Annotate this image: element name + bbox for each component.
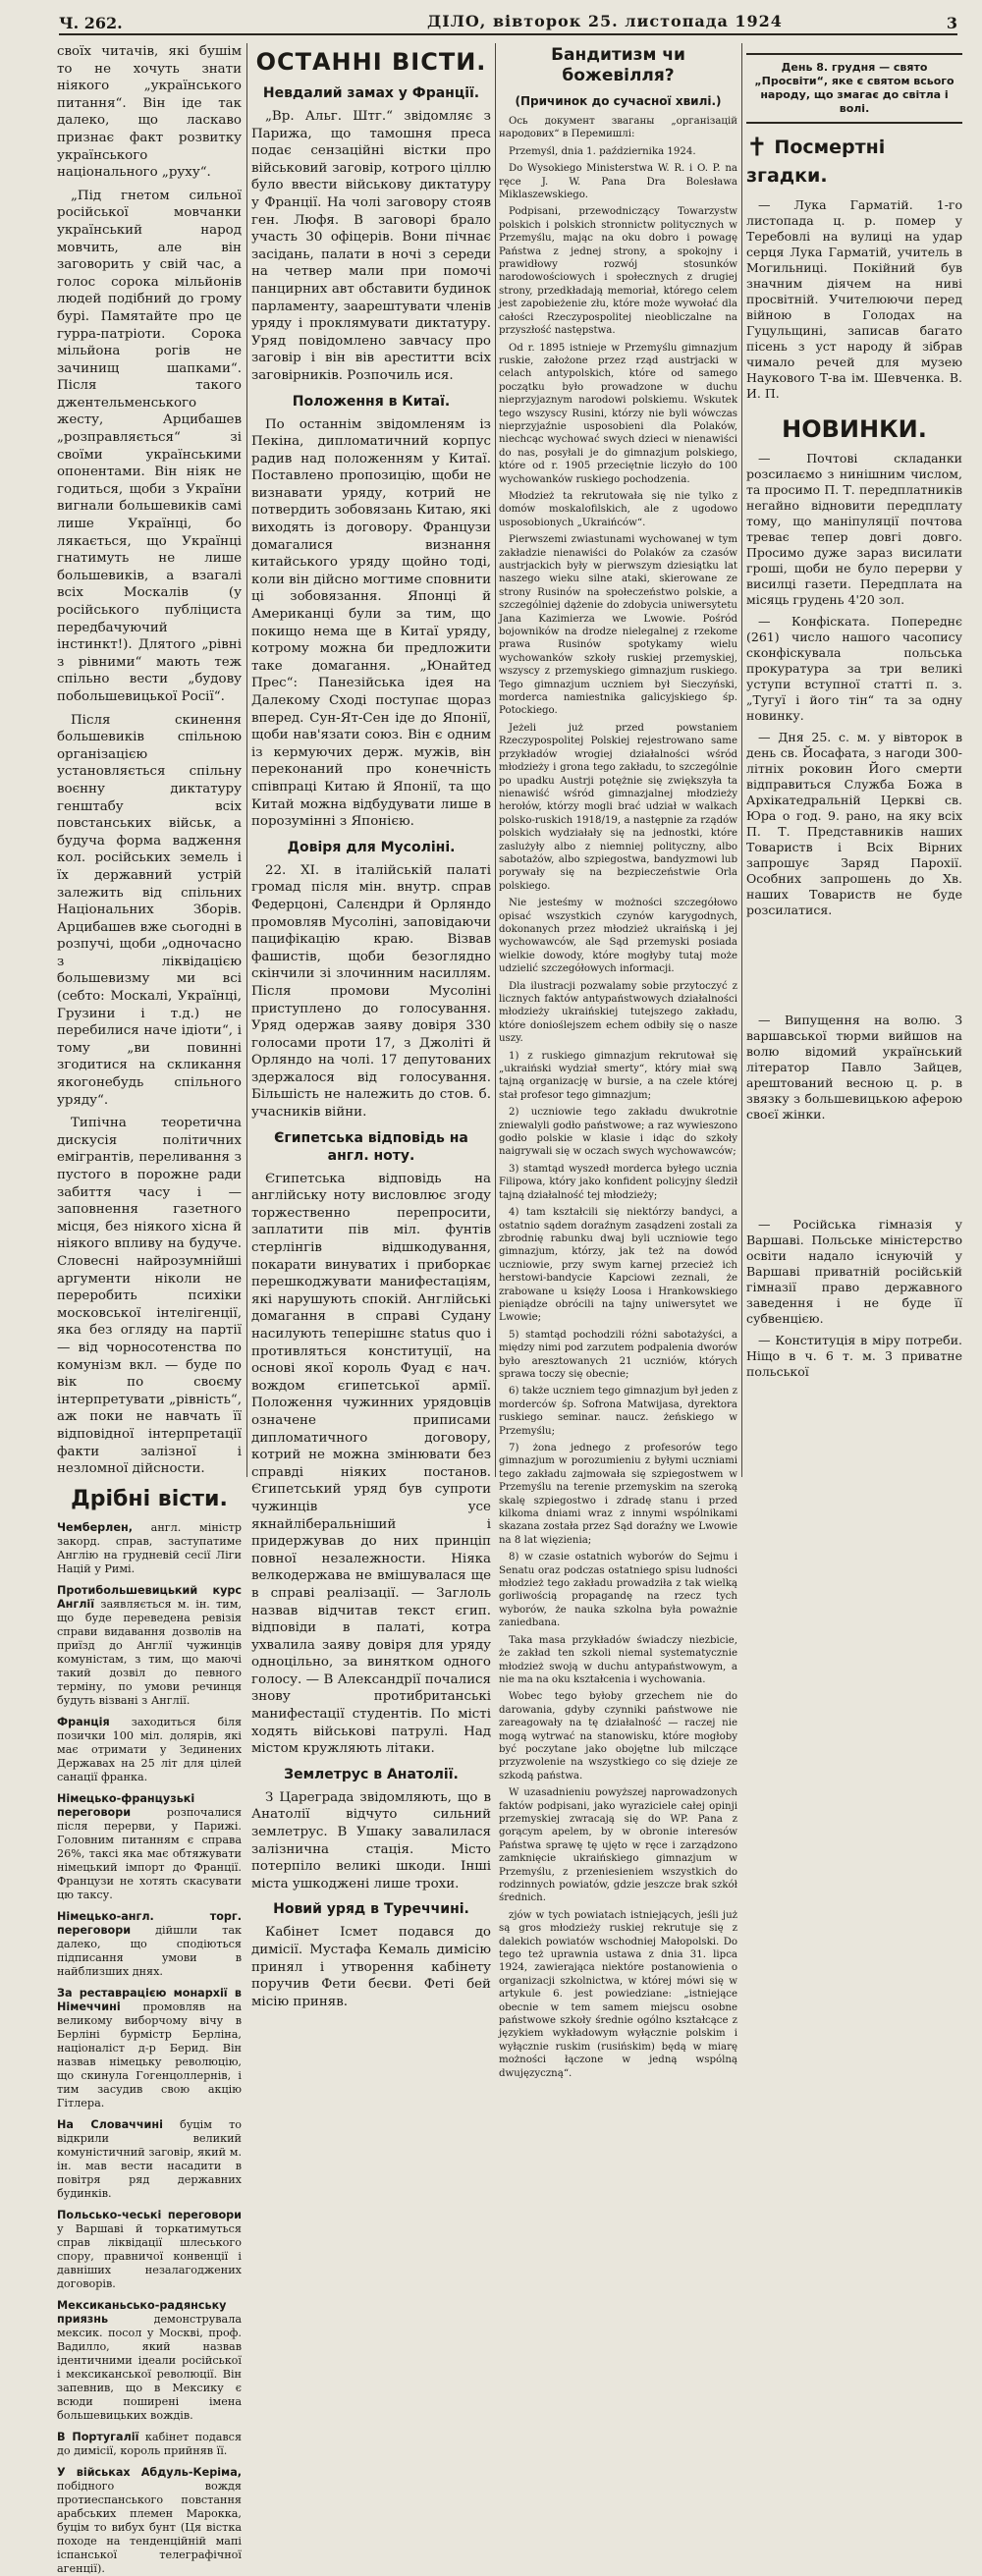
- memorial-paragraph: Wobec tego byłoby grzechem nie do darowania, gdyby czynniki państwowe nie zareagowały na tę działalność — raczej nie mogą wytrwać na stanowisku, które mogłoby być poczytane jako obojętne lub milczące przyzwolenie na wszystkiego co się dzieje ze szkodą państwa.: [499, 1691, 737, 1781]
- memorial-paragraph: Ось документ зваганы „організацій народових“ в Перемишлі:: [499, 116, 737, 140]
- column-rule: [495, 43, 496, 1477]
- editorial-paragraph: Типічна теоретична дискусія політичних емігрантів, переливання з пустого в порожне ради забиття часу і — заповнення газетного місця, без ніякого хісна й ніякого впливу на будуче. Словесні найрозумнійші аргументи ніколи не переробить психіки московської інтелігенції, яка без огляду на партії — від чорносотенства по комунізм вкл. — буде по вік по своєму інтерпретувати „рівність“, аж поки не навчать її відповідної інтерпретації факти залізної і незломної дійсности.: [57, 1116, 242, 1477]
- small-news-item: [57, 2209, 242, 2291]
- articles-list: [251, 84, 491, 2010]
- column-latest-news: [251, 43, 491, 2009]
- small-news-item: [57, 1521, 242, 1576]
- small-news-list: [57, 1521, 242, 2576]
- small-news-text: заявляється м. ін. тим, що буде переведена ревізія справи видавання дозволів на приїзд до Англії чужинців комуністам, з тим, що маючі такий дозвіл до певного терміну, по умови речинця будуть візвані з Англії.: [57, 1597, 242, 1707]
- newspaper-title: ДІЛО, вівторок 25. листопада 1924: [427, 12, 783, 30]
- small-news-text: побідного вождя протиеспанського повстання арабських племен Марокка, буцім то вибух бунт (Ця вістка походе на тенденційній мапі іспанської телеграфічної агенції).: [57, 2479, 242, 2575]
- memorial-paragraph: Jeżeli już przed powstaniem Rzeczypospolitej Polskiej rejestrowano same przykładów wrogiej działalności wśród młodzieży i grona tego zakładu, to szczególnie po upadku Austrji potężnie się zwiększyła ta nienawiść wśród gimnazjalnej młodzieży herołów, którzy mogli brać udział w walkach polsko-ruskich 1918/19, a następnie za rządów polskich wydziałały się na jednostki, które zaslużyły albo z niemniej polityczny, albo sabotażów, albo szpiegostwa, bandyzmowi lub porywały się na bezpieczeństwie Orla polskiego.: [499, 722, 737, 892]
- column-rule: [246, 43, 247, 1477]
- editorial-paragraph: Після скинення большевиків спільною організацією установляється спільну воєнну диктатуру генштабу всіх повстанських військ, а будуча форма вадження кол. російських земель і їх державний устрій залежить від спільних Національних Зборів. Арцибашев вже сьогодні в розпучі, щоби „одночасно з ліквідацією большевизму ми всі (себто: Москалі, Українці, Грузини і т.д.) не перебилися наче ідіоти“, і тому „ви повинні згодитися на скликання якогонебудь спільного уряду“.: [57, 712, 242, 1108]
- article-heading: Невдалий замах у Франції.: [262, 85, 480, 101]
- small-news-item: [57, 1792, 242, 1902]
- cross-icon: ✝: [746, 133, 768, 163]
- small-news-lead: Мексиканьсько-радянську приязнь: [57, 2298, 227, 2326]
- blank-space: [746, 924, 962, 1013]
- memorial-paragraph: Do Wysokiego Ministerstwa W. R. i O. P. na ręce J. W. Pana Dra Bolesława Miklaszewskiego.: [499, 163, 737, 201]
- article-paragraph: Єгипетська відповідь на англійську ноту висловлює згоду торжественно перепросити, заплатити пів міл. фунтів стерлінгів відшкодування, покарати винуватих і приборкає перешкоджувати манифестаціям, які нарушують спокій. Англійські домагання в справі Судану насилують теперішнє status quo і противляться конституції, на основі якої король Фуад є нач. вождом єгипетської армії. Положення чужинних урядовців означене приписами дипломатичного договору, котрий не можна змінювати без справді ніяких постанов. Єгипетський уряд був супроти чужинців усе якнайліберальніший і придержував до них принціп повної незалежности. Ніяка велкодержава не вмішувалася ще в справі реалізації. — Заглоль назвав відчитав текст єгип. відповіди в палаті, котра ухвалила заяву довіря для уряду одноцільно, за винятком одного голосу. — В Александрії почалися знову протибританські манифестації студентів. По місті ходять військові патрулі. Над містом кружляють літаки.: [251, 1171, 491, 1757]
- memorial-paragraph: 7) żona jednego z profesorów tego gimnazjum w porozumieniu z byłymi uczniami tego zakładu zajmowała się szpiegostwem w Przemyślu na terenie przemyskim na szeroką skalę szpiegostwo i zdradę stanu i przed kilkoma dniami wraz z innymi wspólnikami skazana została przez Sąd doraźny we Lwowie na 8 lat więzienia;: [499, 1443, 737, 1546]
- small-news-lead: Чемберлен,: [57, 1520, 133, 1534]
- obituaries-title: [746, 134, 962, 190]
- small-news-item: [57, 1910, 242, 1979]
- small-news-item: [57, 1987, 242, 2110]
- small-news-lead: Франція: [57, 1715, 110, 1728]
- memorial-text: [499, 115, 737, 2080]
- article-paragraph: По останнім звідомленям із Пекіна, дипломатичний корпус радив над положенням у Китаї. Поставлено пропозицію, щоби не визнавати уряду, котрий не потвердить зобовязань Китаю, які виходять із договору. Французи домагалися визнання китайського уряду щойно тоді, коли він дійсно могтиме сповнити ці зобовязання. Японці й Американці були за тим, що покищо нема ще в Китаї уряду, котрому можна би предложити таке домагання. „Юнайтед Прес“: Панезійська ідея на Далекому Сході поступає щораз вперед. Сун-Ят-Сен іде до Японії, щоби нав'язати союз. Він є одним із кермуючих держ. мужів, він переконаний про конечність співпраці Китаю й Японії, та що Китай можна відбудувати лише в порозумінні з Японією.: [251, 416, 491, 830]
- memorial-paragraph: Dla ilustracji pozwalamy sobie przytoczyć z licznych faktów antypaństwowych działalności młodzieży ukraińskiej tutejszego zakładu, które donioślejszem echem odbiły się o nasze uszy.: [499, 980, 737, 1045]
- news-item: — Російська гімназія у Варшаві. Польське міністерство освіти надало існуючій у Варшаві приватній російській гімназії право державного заведення і не буде її субвенцією.: [746, 1216, 962, 1326]
- column-news: [746, 43, 962, 1479]
- small-news-text: буцім то відкрили великий комуністичний заговір, який м. ін. мав вести насадити в повітря ряд державних будинків.: [57, 2117, 242, 2200]
- memorial-paragraph: zjów w tych powiatach istniejących, jeśli już są gros młodzieży ruskiej rekrutuje się z dalekich powiatów wschodniej Małopolski. Do tego też uprawnia ustawa z dnia 31. lipca 1924, zawierająca niektóre postanowienia o organizacji szkolnictwa, w której mówi się w artykule 6. jest powiedziane: „istniejące obecnie w tem samem miejscu osobne państwowe szkoły średnie ogólno kształcące z językiem wykładowym wyłącznie polskim i wyłącznie ruskim (rusińskim) będą w miarę możności łączone w jedną wspólną dwujęzyczną“.: [499, 1909, 737, 2079]
- article-paragraph: „Вр. Альг. Штг.“ звідомляє з Парижа, що тамошня преса подає сензаційні вістки про військовий заговір, котрого ціллю було ввести військову диктатуру у Франції. На чолі заговору стояв ген. Люфя. В заговорі брало участь 30 офіцерів. Вони пічнає засідань, палати в ночі з середи на четвер мали при помочі панцирних авт обставити будинок парламенту, заарештувати членів уряду і проклямувати диктатуру. Уряд повідомлено завчасу про заговір і він вів ареститти всіх заговірників. Розпочиль ися.: [251, 109, 491, 383]
- article-paragraph: 22. XI. в італійській палаті громад після мін. внутр. справ Федерцоні, Салєндри й Орляндо промовляв Мусоліні, заповідаючи пацифікацію краю. Візвав фашистів, щоби безоглядно скінчили зі злочинним насиллям. Після промови Мусоліні приступлено до голосування. Уряд одержав заяву довіря 330 голосами проти 17, з Джоліті й Орляндо на чолі. 17 депутованих здержалося від голосування. Більшість не належить до стов. б. учасників війни.: [251, 862, 491, 1121]
- memorial-paragraph: 2) uczniowie tego zakładu dwukrotnie zniewalyli godło państwowe; a raz wywieszono godło polskie w klasie i idąc do szkoły naigrywali się w oczach swych wychowawców;: [499, 1107, 737, 1158]
- issue-number: Ч. 262.: [59, 14, 123, 32]
- column-banditism: [499, 43, 737, 2079]
- news-item: — Випущення на волю. З варшавської тюрми вийшов на волю відомий український літератор Павло Зайцев, арештований весною ц. р. в звязку з большевицькою аферою своєї жінки.: [746, 1012, 962, 1122]
- small-news-item: [57, 1716, 242, 1784]
- blank-space: [746, 1128, 962, 1217]
- news-item: — Почтові складанки розсилаємо з нинішним числом, та просимо П. Т. передплатників негайно відновити передплату тому, що маніпуляції почтова треває тепер довгі довго. Просимо дуже зараз висилати гроші, щоби не було перерви у висилці газети. Передплата на місяць грудень 4'20 зол.: [746, 450, 962, 607]
- latest-news-title: ОСТАННІ ВІСТИ.: [255, 48, 487, 76]
- article-paragraph: З Цареграда звідомляють, що в Анатолії відчуто сильний землетрус. В Ушаку завалилася залізнична стація. Місто потерпіло великі шкоди. Інші міста ушкоджені лише трохи.: [251, 1789, 491, 1891]
- small-news-text: англ. міністр закорд. справ, заступатиме Англію на грудневій сесії Ліги Націй у Римі.: [57, 1520, 242, 1575]
- memorial-paragraph: W uzasadnieniu powyższej naprowadzonych faktów podpisani, jako wyraziciele całej opinji przemyskiej zwracają się do WP. Pana z gorącym apelem, by w obronie interesów Państwa sprawę tę ujęto w ręce i zarządzono zamknięcie ukraińskiego gimnazjum w Przemyślu, z przeniesieniem wszystkich do rodzinnych powiatów, gdzie jeszcze brak szkół średnich.: [499, 1787, 737, 1904]
- masthead: [59, 8, 957, 35]
- memorial-paragraph: Podpisani, przewodniczący Towarzystw polskich i polskich stronnictw politycznych w Przemyślu, mając na oku dobro i powagę Państwa z jednej strony, a spokojny i prawidłowy rozwój stosunków narodowościowych i społecznych z drugiej strony, przedkładają memoriał, którego celem jest zapobieżenie złu, które może wywołać dla całości Rzeczypospolitej nieobliczalne na przyszłość następstwa.: [499, 206, 737, 337]
- small-news-text: заходиться біля позички 100 міл. долярів, які має отримати у Зединених Державах на 25 літ для цілей санації франка.: [57, 1715, 242, 1783]
- prosvita-notice: День 8. грудня — свято „Просвіти“, яке є святом всього народу, що змагає до світла і волі.: [746, 53, 962, 124]
- news-item: — Дня 25. с. м. у вівторок в день св. Йосафата, з нагоди 300-літніх роковин Його смерти відправиться Служба Божа в Архікатедральній Церкві св. Юра о год. 9. рано, на яку всіх П. Т. Представників наших Товариств і Всіх Вірних запрошує Заряд Парохії. Особних запрошень до Хв. наших Товариств не буде розсилатися.: [746, 729, 962, 917]
- small-news-item: [57, 1584, 242, 1708]
- banditism-subtitle: (Причинок до сучасної хвилі.): [515, 94, 722, 108]
- memorial-paragraph: 8) w czasie ostatnich wyborów do Sejmu i Senatu oraz podczas ostatniego spisu ludności młodzież tego zakładu prowadziła z tak wielką gorliwością propagandę na rzecz tych wyborów, że nauka szkolna była poważnie zaniedbana.: [499, 1552, 737, 1629]
- editorial-paragraph: своїх читачів, які бушім то не хочуть знати ніякого „українського питання“. Він іде так далеко, що ласкаво признає факт розвитку українського національного „руху“.: [57, 44, 242, 181]
- small-news-text: дійшли так далеко, що сподіються підписання умови в найблизших днях.: [57, 1923, 242, 1978]
- small-news-lead: У військах Абдуль-Керіма,: [57, 2465, 242, 2479]
- small-news-text: розпочалися після перерви, у Парижі. Головним питанням є справа 26%, таксі яка має обтяжувати німецький імпорт до Франції. Французи не хотять скасувати цю таксу.: [57, 1805, 242, 1901]
- memorial-paragraph: 5) stamtąd pochodzili różni sabotażyści, a między nimi pod zarzutem podpalenia dworów było aresztowanych 21 uczniów, których sprawa toczy się obecnie;: [499, 1329, 737, 1380]
- column-rule: [741, 43, 742, 1477]
- memorial-paragraph: Nie jesteśmy w możności szczegółowo opisać wszystkich czynów karygodnych, dokonanych przez młodzież ukraińską i jej wychowawców, ale Sąd przemyski posiada wielkie dowody, które mogłyby tutaj może udzielić szczegółowych informacji.: [499, 898, 737, 975]
- small-news-item: [57, 2118, 242, 2201]
- memorial-paragraph: 4) tam kształcili się niektórzy bandyci, a ostatnio sądem doraźnym zasądzeni zostali za zbrodnię rabunku dwaj byli uczniowie tego gimnazjum, którzy, jak też na dowód uczniowie, przy swym karnej przecież ich herstowi-bandycie Kapciowi zeznali, że zrabowane u księży Loosa i Hrankowskiego pieniądze obrócili na tajny uniwersytet we Lwowie;: [499, 1207, 737, 1324]
- small-news-lead: Німецько-англ. торг. переговори: [57, 1909, 242, 1937]
- news-title: НОВИНКИ.: [782, 414, 927, 443]
- small-news-text: кабінет подався до димісії, король прийняв її.: [57, 2430, 242, 2457]
- news-item: — Конституція в міру потреби. Ніщо в ч. 6 т. м. 3 приватне польської: [746, 1332, 962, 1379]
- news-item: — Конфіската. Попереднє (261) число нашого часопису сконфіскувала польська прокуратура за три великі уступи вступної статті п. з. „Тугуї і його тін“ та за одну новинку.: [746, 613, 962, 723]
- banditism-title: Бандитизм чи божевілля?: [551, 45, 685, 85]
- small-news-lead: В Португалії: [57, 2430, 139, 2443]
- memorial-paragraph: Taka masa przykładów świadczy niezbicie, że zakład ten szkoli niemal systematycznie młodzież swoją w duchu antypaństwowym, a nie ma na oku kształcenia i wychowania.: [499, 1634, 737, 1685]
- small-news-lead: Польсько-чеські переговори: [57, 2208, 242, 2221]
- obituaries-title-text: Посмертні згадки.: [746, 137, 886, 187]
- small-news-text: промовляв на великому виборчому вічу в Берліні бурмістр Берліна, націоналіст д-р Берид. Він назвав німецьку революцію, що скинула Гогенцоллернів, і тим засудив свою акцію Гітлера.: [57, 2000, 242, 2110]
- small-news-lead: На Словаччині: [57, 2117, 163, 2131]
- small-news-text: у Варшаві й торкатимуться справ ліквідації шлеського спору, правничої конвенції і давніших незалагоджених договорів.: [57, 2221, 242, 2290]
- small-news-title: Дрібні вісти.: [71, 1486, 228, 1511]
- small-news-item: [57, 2299, 242, 2423]
- memorial-paragraph: Od r. 1895 istnieje w Przemyślu gimnazjum ruskie, założone przez rząd austrjacki w celach antypolskich, które od samego początku było prowadzone w duchu nieprzyjaznym narodowi polskiemu. Wskutek tego wszyscy Rusini, którzy nie byli wówczas nieprzyjaźnie usposobieni dla Polaków, niechcąc wychować swych dzieci w nienawiści do nas, posyłali je do gimnazjum polskiego, które od r. 1905 przeciętnie liczyło do 100 wychowanków ruskiego pochodzenia.: [499, 342, 737, 485]
- small-news-text: демонструвала мексик. посол у Москві, проф. Вадилло, який назвав ідентичними ідеали російської і мексиканської революції. Він запевнив, що в Мексику є всюди поширені імена большевицьких вождів.: [57, 2312, 242, 2422]
- article-heading: Довіря для Мусоліні.: [287, 839, 456, 855]
- small-news-item: [57, 2431, 242, 2458]
- article-heading: Новий уряд в Туреччині.: [273, 1901, 469, 1918]
- memorial-paragraph: Przemyśl, dnia 1. października 1924.: [509, 145, 696, 157]
- article-paragraph: Кабінет Ісмет подався до димісії. Мустафа Кемаль димісію принял і утворення кабінету поручив Фети беєви. Феті бей місію приняв.: [251, 1925, 491, 2009]
- small-news-lead: Протибольшевицький курс Англії: [57, 1583, 242, 1611]
- memorial-paragraph: 3) stamtąd wyszedł morderca byłego ucznia Filipowa, który jako konfident policyjny śledził tajną działalność tej młodzieży;: [499, 1163, 737, 1201]
- memorial-paragraph: Pierwszemi zwiastunami wychowanej w tym zakładzie nienawiści do Polaków za czasów austrjackich były w pierwszym dziesiątku lat naszego wieku silne ataki, skierowane ze strony Rusinów na społeczeństwo polskie, a szczególniej dążenie do zdobycia uniwersytetu Jana Kazimierza we Lwowie. Pośród bojowników na drodze nielegalnej z rzekome prawa Rusinów spotykamy wielu wychowanków szkoły ruskiej przemyskiej, wszyscy z przemyskiego gimnazjum ruskiego. Tego gimnazjum uczniem był Sieczyński, morderca namiestnika galicyjskiego śp. Potockiego.: [499, 534, 737, 717]
- article-heading: Єгипетська відповідь на англ. ноту.: [274, 1129, 468, 1164]
- news-list: [746, 451, 962, 1380]
- article-heading: Землетрус в Анатолії.: [284, 1766, 459, 1782]
- memorial-paragraph: 1) z ruskiego gimnazjum rekrutował się „ukraiński wydział smerty“, który miał swą tajną organizację w bursie, a na czele której stał profesor tego gimnazjum;: [499, 1050, 737, 1101]
- page-number: 3: [946, 14, 957, 32]
- column-editorial: [57, 43, 242, 2575]
- article-heading: Положення в Китаї.: [292, 393, 451, 410]
- obituary-text: — Лука Гарматій. 1-го листопада ц. р. помер у Теребовлі на вулиці на удар серця Лука Гарматій, учитель в Могильниці. Покійний був значним діячем на ниві просвітній. Учителюючи перед війною в Голодах на Гуцульщині, записав багато пісень з уст народу й зібрав чимало речей для музею Наукового Т-ва ім. Шевченка. В. И. П.: [746, 196, 962, 401]
- memorial-paragraph: Młodzież ta rekrutowała się nie tylko z domów moskalofilskich, ale z ugodowo usposobionych „Ukraińców“.: [499, 490, 737, 528]
- small-news-lead: За реставрацією монархії в Німеччині: [57, 1986, 242, 2013]
- small-news-lead: Німецько-французькі переговори: [57, 1791, 195, 1819]
- editorial-paragraph: „Під гнетом сильної російської мовчанки український народ мовчить, але він заговорить у свій час, а голос сорока мільйонів людей подібний до грому бурі. Памятайте про це гурра-патріоти. Сорока мільйона рогів не зачинищ шапками“. Після такого джентельменського жесту, Арцибашев „розправляється“ зі своїми українськими опонентами. Він ніяк не годиться, щоби з України вигнали большевиків самі лише Українці, бо лякається, що Українці гнатимуть не лише большевиків, а взагалі всіх Москалів (у російського публіциста передбачуючий інстинкт!). Длятого „рівні з рівними“ мають теж спільно вести „будову побольшевицької Росії“.: [57, 188, 242, 704]
- memorial-paragraph: 6) także uczniem tego gimnazjum był jeden z morderców śp. Sofrona Matwijasa, dyrektora ruskiego seminar. naucz. żeńskiego w Przemyślu;: [499, 1386, 737, 1437]
- small-news-item: [57, 2466, 242, 2576]
